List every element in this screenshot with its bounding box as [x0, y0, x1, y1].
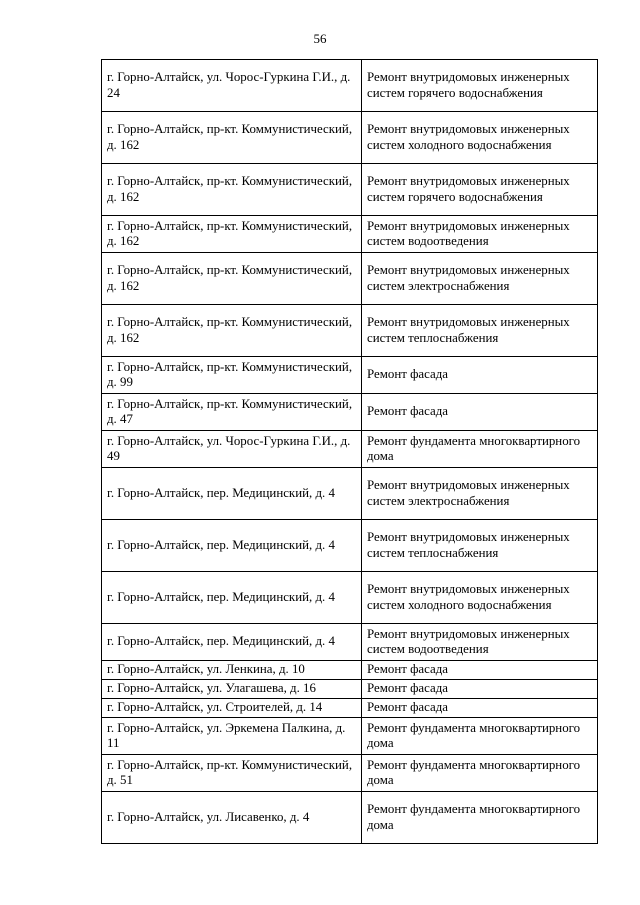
address-cell: г. Горно-Алтайск, пер. Медицинский, д. 4	[102, 572, 362, 624]
address-cell: г. Горно-Алтайск, пер. Медицинский, д. 4	[102, 468, 362, 520]
work-type-cell: Ремонт внутридомовых инженерных систем водоотведения	[362, 216, 598, 253]
work-type-cell: Ремонт фундамента многоквартирного дома	[362, 431, 598, 468]
work-type-cell: Ремонт фасада	[362, 680, 598, 699]
address-cell: г. Горно-Алтайск, ул. Строителей, д. 14	[102, 699, 362, 718]
work-type-cell: Ремонт фундамента многоквартирного дома	[362, 792, 598, 844]
table-row	[102, 572, 598, 624]
table-row	[102, 164, 598, 216]
work-type-cell: Ремонт внутридомовых инженерных систем горячего водоснабжения	[362, 164, 598, 216]
address-cell: г. Горно-Алтайск, ул. Лисавенко, д. 4	[102, 792, 362, 844]
address-cell: г. Горно-Алтайск, пр-кт. Коммунистический, д. 162	[102, 253, 362, 305]
work-type-cell: Ремонт внутридомовых инженерных систем горячего водоснабжения	[362, 60, 598, 112]
work-type-cell: Ремонт фундамента многоквартирного дома	[362, 755, 598, 792]
address-cell: г. Горно-Алтайск, ул. Улагашева, д. 16	[102, 680, 362, 699]
address-cell: г. Горно-Алтайск, пер. Медицинский, д. 4	[102, 520, 362, 572]
address-cell: г. Горно-Алтайск, пр-кт. Коммунистический, д. 47	[102, 394, 362, 431]
address-cell: г. Горно-Алтайск, пр-кт. Коммунистический, д. 162	[102, 164, 362, 216]
table-row	[102, 112, 598, 164]
address-cell: г. Горно-Алтайск, ул. Чорос-Гуркина Г.И., д. 24	[102, 60, 362, 112]
table-row	[102, 680, 598, 699]
address-cell: г. Горно-Алтайск, пр-кт. Коммунистический, д. 51	[102, 755, 362, 792]
work-type-cell: Ремонт внутридомовых инженерных систем водоотведения	[362, 624, 598, 661]
address-cell: г. Горно-Алтайск, ул. Ленкина, д. 10	[102, 661, 362, 680]
table-body	[102, 60, 598, 844]
table-row	[102, 792, 598, 844]
table-row	[102, 431, 598, 468]
table-row	[102, 305, 598, 357]
work-type-cell: Ремонт внутридомовых инженерных систем электроснабжения	[362, 468, 598, 520]
work-type-cell: Ремонт внутридомовых инженерных систем электроснабжения	[362, 253, 598, 305]
work-type-cell: Ремонт фасада	[362, 699, 598, 718]
table-row	[102, 520, 598, 572]
table-row	[102, 468, 598, 520]
work-type-cell: Ремонт внутридомовых инженерных систем теплоснабжения	[362, 520, 598, 572]
table-row	[102, 699, 598, 718]
work-type-cell: Ремонт внутридомовых инженерных систем теплоснабжения	[362, 305, 598, 357]
table-row	[102, 60, 598, 112]
work-type-cell: Ремонт фасада	[362, 661, 598, 680]
table-row	[102, 253, 598, 305]
address-cell: г. Горно-Алтайск, ул. Эркемена Палкина, д. 11	[102, 718, 362, 755]
work-type-cell: Ремонт фасада	[362, 394, 598, 431]
work-type-cell: Ремонт фасада	[362, 357, 598, 394]
table-row	[102, 216, 598, 253]
table-row	[102, 661, 598, 680]
address-cell: г. Горно-Алтайск, пр-кт. Коммунистический, д. 162	[102, 216, 362, 253]
address-cell: г. Горно-Алтайск, ул. Чорос-Гуркина Г.И., д. 49	[102, 431, 362, 468]
table-row	[102, 624, 598, 661]
table-row	[102, 755, 598, 792]
address-cell: г. Горно-Алтайск, пр-кт. Коммунистический, д. 162	[102, 112, 362, 164]
repair-works-table	[101, 59, 598, 844]
work-type-cell: Ремонт фундамента многоквартирного дома	[362, 718, 598, 755]
work-type-cell: Ремонт внутридомовых инженерных систем холодного водоснабжения	[362, 572, 598, 624]
table-row	[102, 718, 598, 755]
address-cell: г. Горно-Алтайск, пер. Медицинский, д. 4	[102, 624, 362, 661]
table-row	[102, 357, 598, 394]
address-cell: г. Горно-Алтайск, пр-кт. Коммунистический, д. 99	[102, 357, 362, 394]
address-cell: г. Горно-Алтайск, пр-кт. Коммунистический, д. 162	[102, 305, 362, 357]
page-number: 56	[313, 31, 327, 46]
work-type-cell: Ремонт внутридомовых инженерных систем холодного водоснабжения	[362, 112, 598, 164]
table-row	[102, 394, 598, 431]
